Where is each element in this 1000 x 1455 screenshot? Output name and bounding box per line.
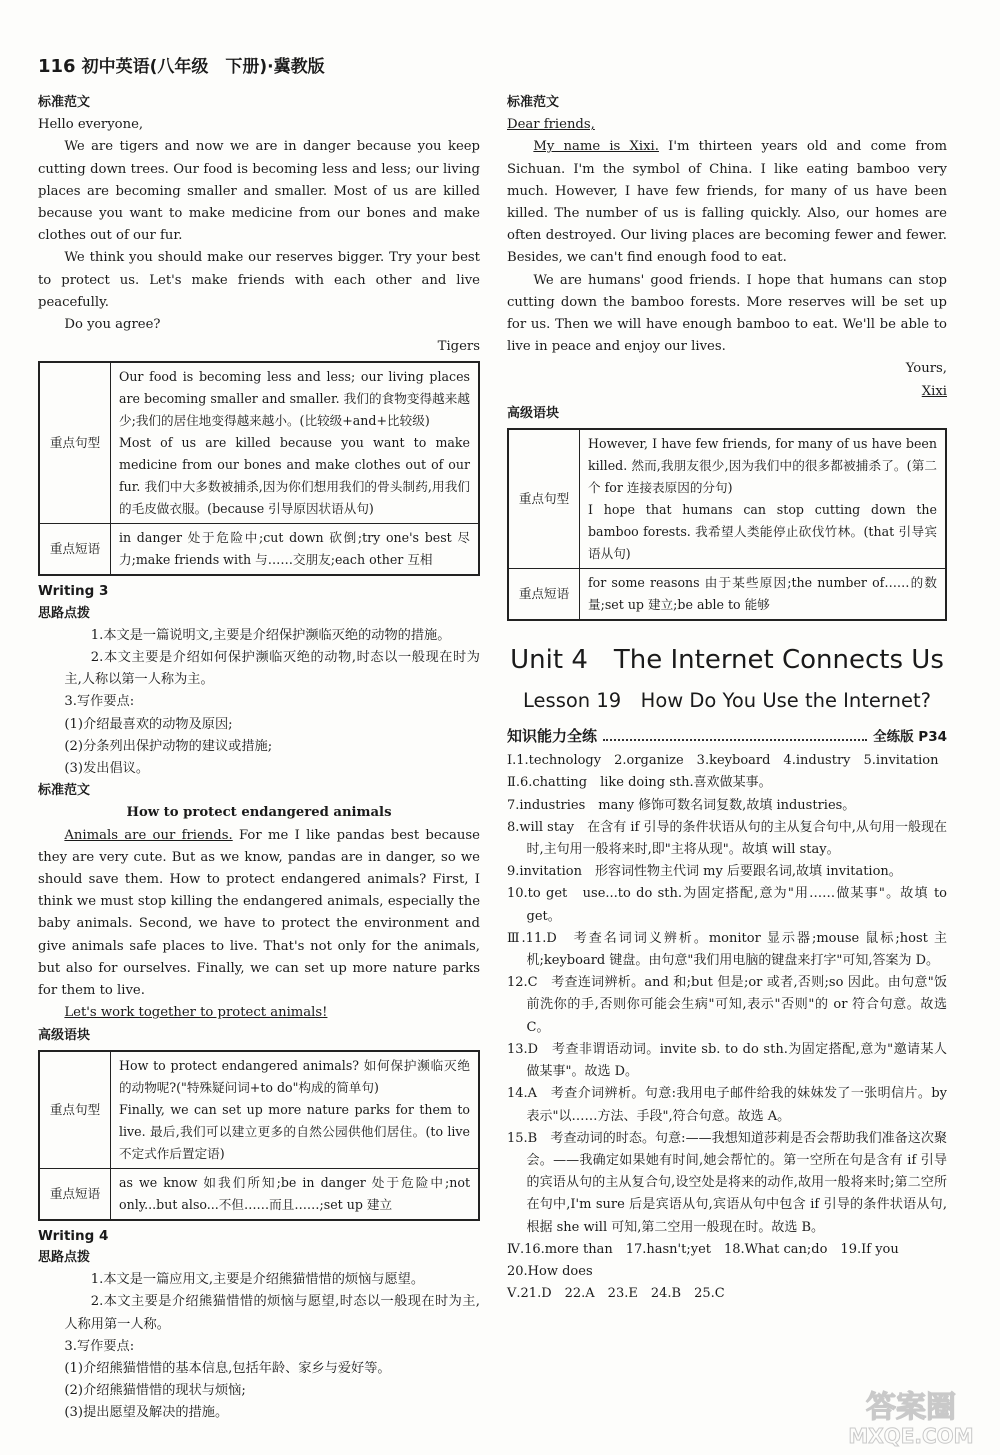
answer-item: Ⅴ.21.D 22.A 23.E 24.B 25.C (507, 1286, 725, 1302)
left-column (38, 92, 480, 1425)
answer-item: 20.How does (507, 1263, 593, 1279)
watermark-logo (836, 1379, 986, 1449)
tip-line: (2)介绍熊猫惜惜的现状与烦恼; (64, 1383, 246, 1399)
section-label: 知识能力全练 (507, 727, 598, 746)
tip-line: 2.本文主要是介绍如何保护濒临灭绝的动物,时态以一般现在时为主,人称以第一人称为主。 (64, 650, 480, 688)
answer-item: Ⅰ.1.technology 2.organize 3.keyboard 4.industry 5.invitation (507, 753, 939, 769)
section-bar (507, 725, 947, 748)
answer-item: 13.D 考查非谓语动词。invite sb. to do sth.为固定搭配,意为"邀请某人做某事"。故选 D。 (507, 1041, 947, 1080)
writing-3-title: Writing 3 (38, 583, 109, 600)
closing-sentence: Let's work together to protect animals! (64, 1005, 328, 1021)
lesson-title: Lesson 19 How Do You Use the Internet? (523, 689, 931, 713)
section-ref: 全练版 P34 (873, 729, 947, 746)
answer-item: 14.A 考查介词辨析。句意:我用电子邮件给我的妹妹发了一张明信片。by 表示"以……方法、手段",符合句意。故选 A。 (507, 1086, 947, 1124)
greeting-text: Dear friends, (507, 117, 595, 133)
writing-tips (38, 1269, 480, 1424)
key-points-table (38, 1050, 480, 1221)
dotted-leader (603, 739, 867, 741)
tip-line: (3)提出愿望及解决的措施。 (64, 1405, 229, 1421)
table-key: 重点句型 (39, 362, 111, 524)
tips-label: 思路点拨 (38, 1249, 91, 1265)
essay-paragraph: We are humans' good friends. I hope that humans can stop cutting down the bamboo forests. More reserves will be set up for us. Then we will have enough bamboo to eat. We'll be able to live in peace and enjoy our lives. (507, 272, 947, 355)
table-key: 重点短语 (39, 524, 111, 576)
writing-4-title: Writing 4 (38, 1227, 109, 1244)
page-number: 116 (38, 56, 76, 77)
essay-paragraph (507, 136, 947, 269)
answer-item: Ⅱ.6.chatting like doing sth.喜欢做某事。 (507, 775, 772, 791)
essay-paragraph: We think you should make our reserves bigger. Try your best to protect us. Let's make friends with each other and live peacefully. (38, 250, 480, 310)
table-key: 重点句型 (39, 1051, 111, 1169)
sample-label: 标准范文 (38, 95, 91, 110)
essay-signature: Tigers (437, 339, 480, 355)
essay-title: How to protect endangered animals (126, 805, 392, 821)
topic-sentence: My name is Xixi. (533, 139, 659, 155)
letter-signature (507, 381, 947, 403)
answer-item: 15.B 考查动词的时态。句意:——我想知道莎莉是否会帮助我们准备这次聚会。——我确定如果她有时间,她会帮忙的。第一空所在句是含有 if 引导的宾语从句的主从复合句,设空处是将来的动作,故用一般将来时;第二空所在句中,I'm sure 后是宾语从句,宾语从句中包含 if 引导的条件状语从句,根据 she will 可知,第二空用一般现在时。故选 B。 (507, 1130, 947, 1235)
sentence-pattern: Finally, we can set up more nature parks for them to live. 最后,我们可以建立更多的自然公园供他们居住。(to live 不定式作后置定语) (119, 1101, 470, 1161)
tip-line: 3.写作要点: (64, 1338, 135, 1354)
unit-title: Unit 4 The Internet Connects Us (510, 645, 944, 676)
essay-paragraph: We are tigers and now we are in danger because you keep cutting down trees. Our food is becoming less and less; our living places are becoming smaller and smaller. Most of us are killed because you want to make medicine from our bones and make clothes out of our fur. (38, 139, 480, 244)
answer-item: Ⅲ.11.D 考查名词词义辨析。monitor 显示器;mouse 鼠标;host 主机;keyboard 键盘。由句意"我们用电脑的键盘来打字"可知,答案为 D。 (507, 930, 947, 969)
advanced-label: 高级语块 (38, 1027, 91, 1043)
answer-item: 9.invitation 形容词性物主代词 my 后要跟名词,故填 invitation。 (507, 864, 902, 880)
essay-body: For me I like pandas best because they are very cute. But as we know, pandas are in danger, so we should save them. How to protect endangered animals? First, I think we must stop killing the endangered animals, especially the baby animals. Second, we have to protect the environment and give animals safe places to live. That's not only for the animals, but also for ourselves. Finally, we can set up more nature parks for them to live. (38, 827, 480, 999)
sample-label: 标准范文 (38, 783, 91, 799)
page-header (38, 52, 325, 77)
sentence-pattern: Our food is becoming less and less; our living places are becoming smaller and smaller. 我们的食物变得越来越少;我们的居住地变得越来越小。(比较级+and+比较级) (119, 369, 470, 429)
table-key: 重点短语 (508, 569, 580, 621)
tip-line: (1)介绍最喜欢的动物及原因; (64, 716, 233, 732)
answer-item: 7.industries many 修饰可数名词复数,故填 industries。 (507, 797, 856, 813)
sentence-pattern: However, I have few friends, for many of us have been killed. 然而,我朋友很少,因为我们中的很多都被捕杀了。(第二个 for 连接表原因的分句) (588, 436, 937, 496)
essay-body: I'm thirteen years old and come from Sichuan. I'm the symbol of China. I like eating bamboo very much. However, I have few friends, for many of us have been killed. The number of us is falling quickly. Also, our homes are often destroyed. Our living places are becoming fewer and fewer. Besides, we can't find enough food to eat. (507, 139, 948, 266)
essay-paragraph (38, 825, 480, 1003)
book-title: 初中英语(八年级 下册)·冀教版 (81, 57, 325, 77)
table-value: as we know 如我们所知;be in danger 处于危险中;not only...but also...不但……而且……;set up 建立 (111, 1168, 480, 1220)
advanced-label: 高级语块 (507, 405, 560, 421)
table-value (111, 1051, 480, 1169)
right-column (507, 92, 947, 1305)
watermark-line1: 答案圈 (866, 1390, 956, 1425)
signature-text: Xixi (921, 383, 947, 399)
tip-line: 3.写作要点: (64, 694, 135, 710)
answer-item: 12.C 考查连词辨析。and 和;but 但是;or 或者,否则;so 因此。由句意"饭前洗你的手,否则你可能会生病"可知,表示"否则"的 or 符合句意。故选 C。 (507, 975, 947, 1035)
tip-line: 2.本文主要是介绍熊猫惜惜的烦恼与愿望,时态以一般现在时为主,人称用第一人称。 (64, 1294, 480, 1332)
answer-item: 8.will stay 在含有 if 引导的条件状语从句的主从复合句中,从句用一般现在时,主句用一般将来时,即"主将从现"。故填 will stay。 (507, 819, 947, 858)
answer-item: Ⅳ.16.more than 17.hasn't;yet 18.What can;do 19.If you (507, 1241, 899, 1257)
key-points-table (507, 428, 947, 621)
sentence-pattern: I hope that humans can stop cutting down the bamboo forests. 我希望人类能停止砍伐竹林。(that 引导宾语从句) (588, 502, 937, 562)
tips-label: 思路点拨 (38, 605, 91, 621)
table-key: 重点短语 (39, 1168, 111, 1220)
letter-closing: Yours, (905, 361, 947, 377)
table-value: in danger 处于危险中;cut down 砍倒;try one's best 尽力;make friends with 与……交朋友;each other 互相 (111, 524, 480, 576)
topic-sentence: Animals are our friends. (64, 827, 233, 843)
answer-item: 10.to get use...to do sth.为固定搭配,意为"用……做某事"。故填 to get。 (507, 886, 947, 924)
table-value (111, 362, 480, 524)
tip-line: (1)介绍熊猫惜惜的基本信息,包括年龄、家乡与爱好等。 (64, 1360, 391, 1376)
table-key: 重点句型 (508, 429, 580, 569)
table-value (580, 429, 947, 569)
essay-closing (38, 1002, 480, 1024)
watermark-line2: MXQE.COM (848, 1424, 974, 1448)
essay-paragraph: Do you agree? (64, 317, 161, 333)
sentence-pattern: Most of us are killed because you want to make medicine from our bones and make clothes out of our fur. 我们中大多数被捕杀,因为你们想用我们的骨头制药,用我们的毛皮做衣服。(because 引导原因状语从句) (119, 435, 470, 517)
tip-line: 1.本文是一篇应用文,主要是介绍熊猫惜惜的烦恼与愿望。 (90, 1272, 425, 1288)
writing-tips (38, 625, 480, 780)
key-points-table (38, 361, 480, 576)
table-value: for some reasons 由于某些原因;the number of……的数量;set up 建立;be able to 能够 (580, 569, 947, 621)
letter-greeting (507, 114, 947, 136)
answer-list (507, 750, 947, 1305)
letter-greeting: Hello everyone, (38, 117, 144, 133)
sentence-pattern: How to protect endangered animals? 如何保护濒临灭绝的动物呢?("特殊疑问词+to do"构成的简单句) (119, 1057, 470, 1095)
tip-line: (3)发出倡议。 (64, 761, 150, 777)
sample-label: 标准范文 (507, 95, 560, 110)
tip-line: 1.本文是一篇说明文,主要是介绍保护濒临灭绝的动物的措施。 (90, 627, 451, 643)
tip-line: (2)分条列出保护动物的建议或措施; (64, 738, 273, 754)
